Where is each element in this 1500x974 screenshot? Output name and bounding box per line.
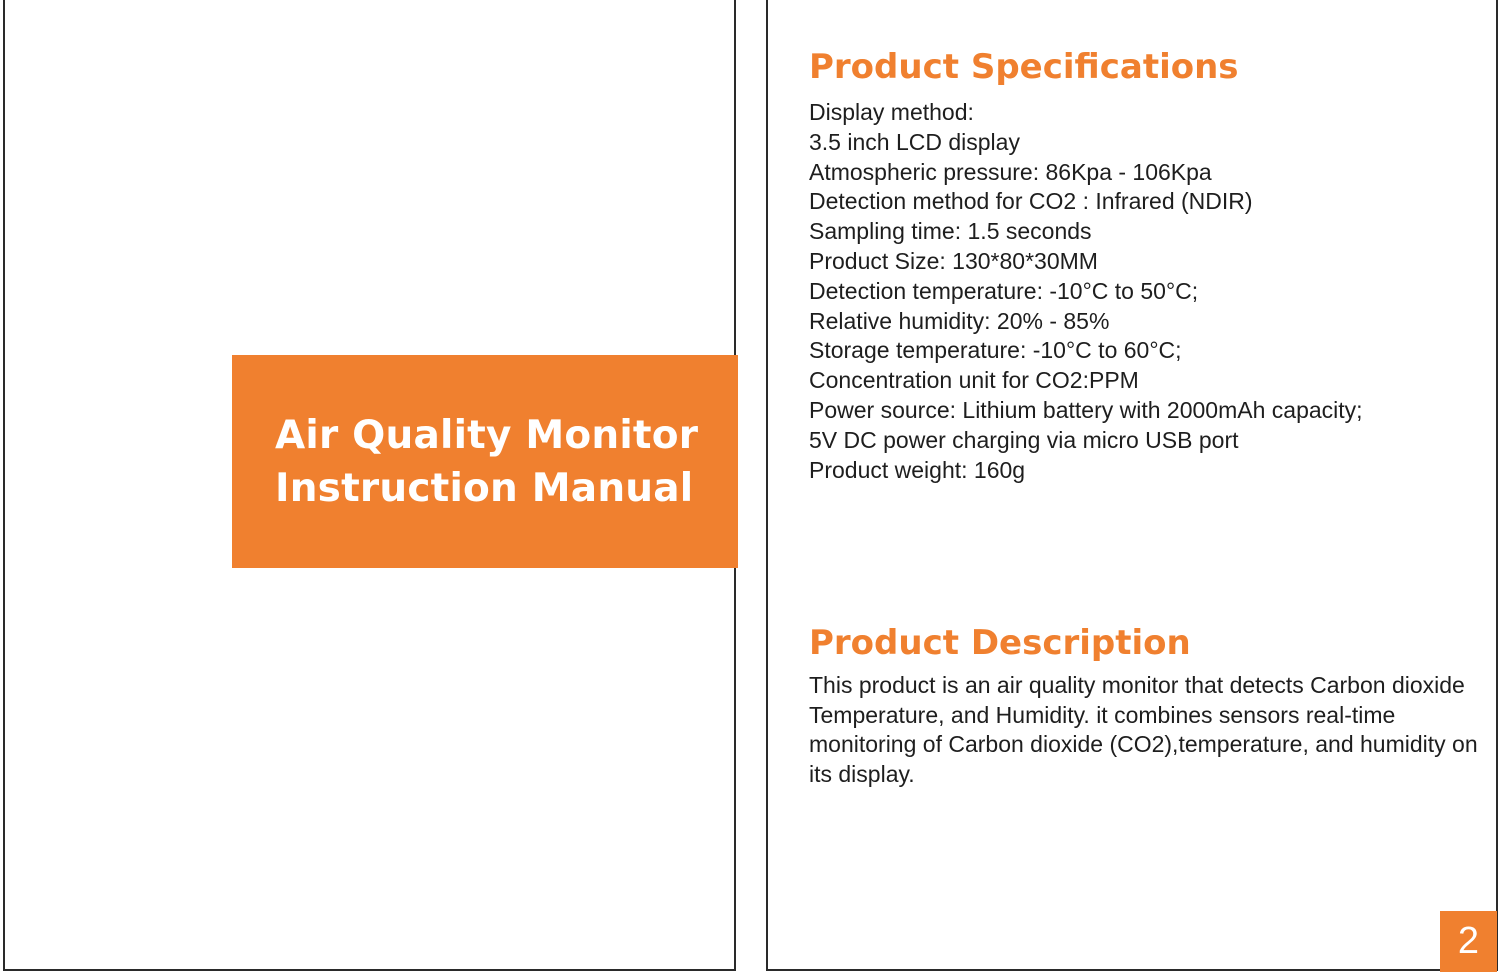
specifications-heading: Product Specifications <box>809 47 1239 87</box>
content-page <box>766 0 1498 971</box>
spec-line: Concentration unit for CO2:PPM <box>809 367 1139 394</box>
description-heading: Product Description <box>809 623 1191 663</box>
spec-line: Atmospheric pressure: 86Kpa - 106Kpa <box>809 158 1212 185</box>
page-number-badge: 2 <box>1440 911 1497 972</box>
spec-line: Storage temperature: -10°C to 60°C; <box>809 337 1182 364</box>
spec-line: Detection temperature: -10°C to 50°C; <box>809 277 1199 304</box>
description-paragraph: This product is an air quality monitor that detects Carbon dioxide Temperature, and Humidity. it combines sensors real-time monitoring of Carbon dioxide (CO2),temperature, and humidity on its display. <box>809 672 1478 787</box>
cover-title-line-1: Air Quality Monitor <box>275 413 699 458</box>
cover-title-band <box>232 355 738 568</box>
spec-line: Display method: <box>809 99 974 125</box>
spec-line: Power source: Lithium battery with 2000mAh capacity; <box>809 396 1363 423</box>
specifications-list <box>809 98 1363 485</box>
cover-title-line-2: Instruction Manual <box>275 466 694 511</box>
spec-line: Product Size: 130*80*30MM <box>809 247 1098 274</box>
spec-line: Product weight: 160g <box>809 456 1026 483</box>
spec-line: 5V DC power charging via micro USB port <box>809 426 1239 453</box>
spec-line: 3.5 inch LCD display <box>809 128 1020 155</box>
spec-line: Sampling time: 1.5 seconds <box>809 218 1092 245</box>
spec-line: Relative humidity: 20% - 85% <box>809 307 1110 334</box>
spec-line: Detection method for CO2 : Infrared (NDIR) <box>809 188 1253 215</box>
cover-page <box>3 0 736 971</box>
